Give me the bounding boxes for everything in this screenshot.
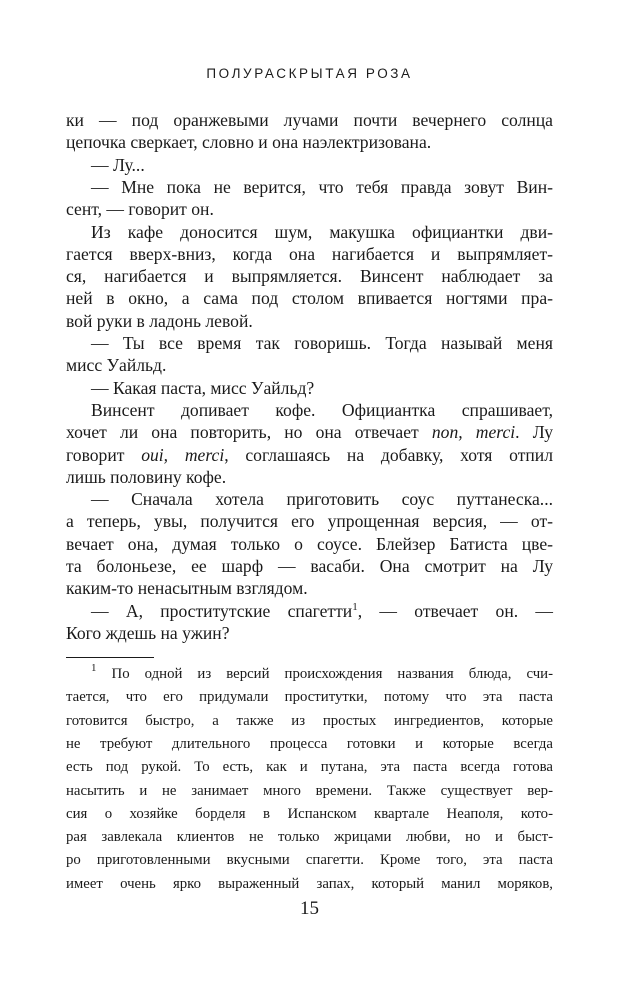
body-line: Винсент допивает кофе. Официантка спрашивает,	[91, 399, 553, 420]
footnote-line	[66, 663, 553, 685]
footnote-line: рая завлекала клиентов не только жрицами любви, но и быст-	[66, 829, 553, 846]
footnote-line: ро приготовленными вкусными спагетти. Кроме того, эта паста	[66, 852, 553, 869]
body-line: — Мне пока не верится, что тебя правда зовут Вин-	[91, 176, 553, 197]
body-line: мисс Уайльд.	[66, 355, 167, 376]
body-line: та болоньезе, ее шарф — васаби. Она смотрит на Лу	[66, 556, 553, 576]
text-run: говорит	[66, 444, 142, 465]
body-line: ся, нагибается и выпрямляется. Винсент наблюдает за	[66, 266, 553, 287]
body-line: ки — под оранжевыми лучами почти вечернего солнца	[66, 110, 553, 130]
body-line: вой руки в ладонь левой.	[66, 310, 253, 331]
footnote-line: насытить и не занимает много времени. Также существует вер-	[66, 782, 553, 799]
running-header: ПОЛУРАСКРЫТАЯ РОЗА	[206, 66, 413, 81]
footnote-line: сия о хозяйке борделя в Испанском квартале Неаполя, кото-	[66, 805, 553, 822]
body-line	[66, 444, 553, 466]
italic-phrase: oui, merci	[141, 444, 225, 465]
body-line: ней в окно, а сама под столом впивается ногтями пра-	[66, 288, 553, 309]
body-line: каким-то ненасытным взглядом.	[66, 578, 308, 599]
text-run: . Лу	[515, 422, 553, 443]
footnote-line: не требуют длительного процесса готовки и которые всегда	[66, 735, 553, 752]
footnote-marker: 1	[91, 661, 97, 674]
text-run: , — отвечает он. —	[357, 600, 553, 621]
body-line: — Какая паста, мисс Уайльд?	[91, 377, 315, 398]
body-line: цепочка сверкает, словно и она наэлектризована.	[66, 132, 432, 153]
body-line: гается вверх-вниз, когда она нагибается и выпрямляет-	[66, 243, 553, 264]
text-run: По одной из версий происхождения названия блюда, счи-	[111, 666, 554, 682]
footnote-line: имеет очень ярко выраженный запах, который манил моряков,	[66, 875, 553, 892]
body-line: а теперь, увы, получится его упрощенная версия, — от-	[66, 511, 553, 532]
text-run: хочет ли она повторить, но она отвечает	[66, 422, 432, 443]
text-run: , соглашаясь на добавку, хотя отпил	[224, 444, 553, 465]
body-line: сент, — говорит он.	[66, 199, 214, 220]
page-number: 15	[300, 898, 319, 919]
footnote-divider	[66, 657, 154, 658]
italic-phrase: non, merci	[431, 422, 516, 443]
footnote-reference[interactable]: 1	[352, 600, 358, 613]
body-line: лишь половину кофе.	[66, 466, 227, 487]
body-line: вечает она, думая только о соусе. Блейзер Батиста цве-	[66, 533, 553, 554]
body-line: Кого ждешь на ужин?	[66, 622, 230, 643]
text-run: — А, проститутские спагетти	[91, 600, 353, 621]
body-line: Из кафе доносится шум, макушка официантки дви-	[91, 221, 553, 242]
body-line: — Ты все время так говоришь. Тогда называй меня	[91, 333, 553, 353]
body-line	[66, 600, 553, 622]
body-line: — Лу...	[91, 154, 145, 175]
body-line	[66, 421, 553, 443]
body-line: — Сначала хотела приготовить соус путтанеска...	[91, 489, 553, 510]
footnote-line: есть под рукой. То есть, как и путана, эта паста всегда готова	[66, 759, 553, 776]
footnote-line: готовится быстро, а также из простых ингредиентов, которые	[66, 712, 553, 729]
footnote-line: тается, что его придумали проститутки, потому что эта паста	[66, 689, 553, 706]
